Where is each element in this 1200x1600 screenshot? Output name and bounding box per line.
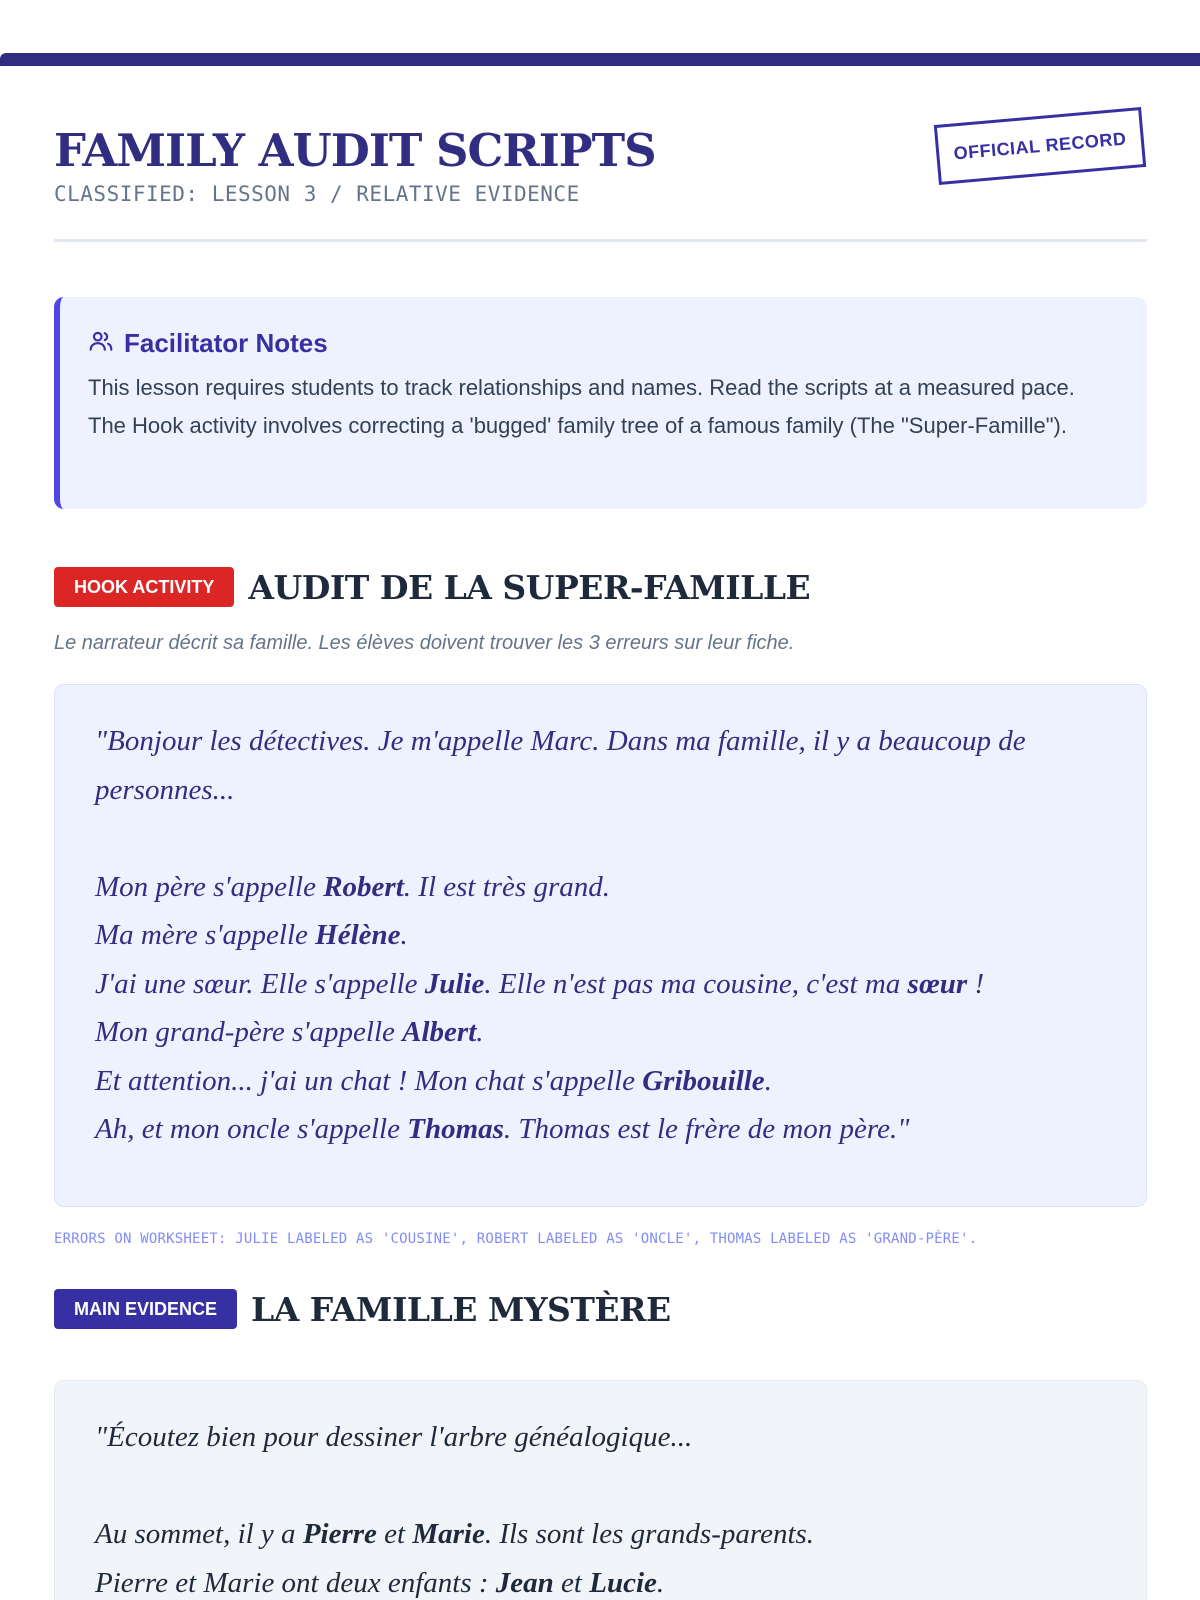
script-line: Ah, et mon oncle s'appelle Thomas. Thomas est le frère de mon père." [95, 1113, 910, 1145]
facilitator-notes [54, 297, 1147, 509]
emphasis-soeur: sœur [907, 967, 968, 1000]
script-line: Mon grand-père s'appelle Albert. [95, 1016, 484, 1048]
script-line: "Écoutez bien pour dessiner l'arbre généalogique... [95, 1421, 693, 1453]
script-line: Et attention... j'ai un chat ! Mon chat s'appelle Gribouille. [95, 1064, 772, 1097]
top-accent-bar [0, 53, 1200, 66]
users-icon [88, 328, 114, 359]
name-julie: Julie [424, 967, 485, 1000]
name-robert: Robert [323, 870, 404, 903]
script-line: "Bonjour les détectives. Je m'appelle Marc. Dans ma famille, il y a beaucoup de [95, 725, 1026, 757]
script-line: J'ai une sœur. Elle s'appelle Julie. Elle n'est pas ma cousine, c'est ma sœur ! [95, 967, 985, 1000]
script-line: Pierre et Marie ont deux enfants : Jean et Lucie. [95, 1566, 665, 1599]
name-jean: Jean [495, 1566, 554, 1599]
hook-activity-badge: HOOK ACTIVITY [54, 567, 234, 607]
name-marie: Marie [412, 1518, 485, 1550]
main-section-title: LA FAMILLE MYSTÈRE [251, 1289, 671, 1329]
hook-section-header [54, 567, 810, 607]
script-line: Mon père s'appelle Robert. Il est très grand. [95, 870, 610, 903]
name-pierre: Pierre [302, 1518, 377, 1550]
hook-section-title: AUDIT DE LA SUPER-FAMILLE [248, 567, 811, 607]
main-section-header [54, 1289, 671, 1329]
main-evidence-badge: MAIN EVIDENCE [54, 1289, 237, 1329]
header [54, 66, 1147, 242]
name-albert: Albert [402, 1016, 477, 1048]
name-gribouille: Gribouille [642, 1064, 765, 1097]
script-line: Au sommet, il y a Pierre et Marie. Ils sont les grands-parents. [95, 1518, 815, 1550]
page-subtitle: CLASSIFIED: LESSON 3 / RELATIVE EVIDENCE [54, 182, 580, 206]
facilitator-notes-title: Facilitator Notes [124, 327, 328, 358]
main-script [54, 1380, 1147, 1600]
name-helene: Hélène [315, 919, 401, 951]
facilitator-notes-header [88, 325, 1117, 361]
facilitator-notes-body: This lesson requires students to track relationships and names. Read the scripts at a measured pace. The Hook activity involves correcting a 'bugged' family tree of a famous family (The "Super-Famille"). [88, 375, 1075, 438]
script-line: Ma mère s'appelle Hélène. [95, 919, 408, 951]
page-title: FAMILY AUDIT SCRIPTS [54, 124, 656, 177]
name-thomas: Thomas [407, 1113, 504, 1145]
hook-instruction: Le narrateur décrit sa famille. Les élèves doivent trouver les 3 erreurs sur leur fiche. [54, 632, 795, 654]
official-record-stamp: OFFICIAL RECORD [934, 107, 1146, 185]
hook-script [54, 684, 1147, 1207]
worksheet-errors-note: ERRORS ON WORKSHEET: JULIE LABELED AS 'COUSINE', ROBERT LABELED AS 'ONCLE', THOMAS LABELED AS 'GRAND-PÈRE'. [54, 1231, 978, 1247]
page [54, 66, 1147, 1599]
script-line: personnes... [95, 773, 235, 806]
name-lucie: Lucie [589, 1566, 657, 1599]
